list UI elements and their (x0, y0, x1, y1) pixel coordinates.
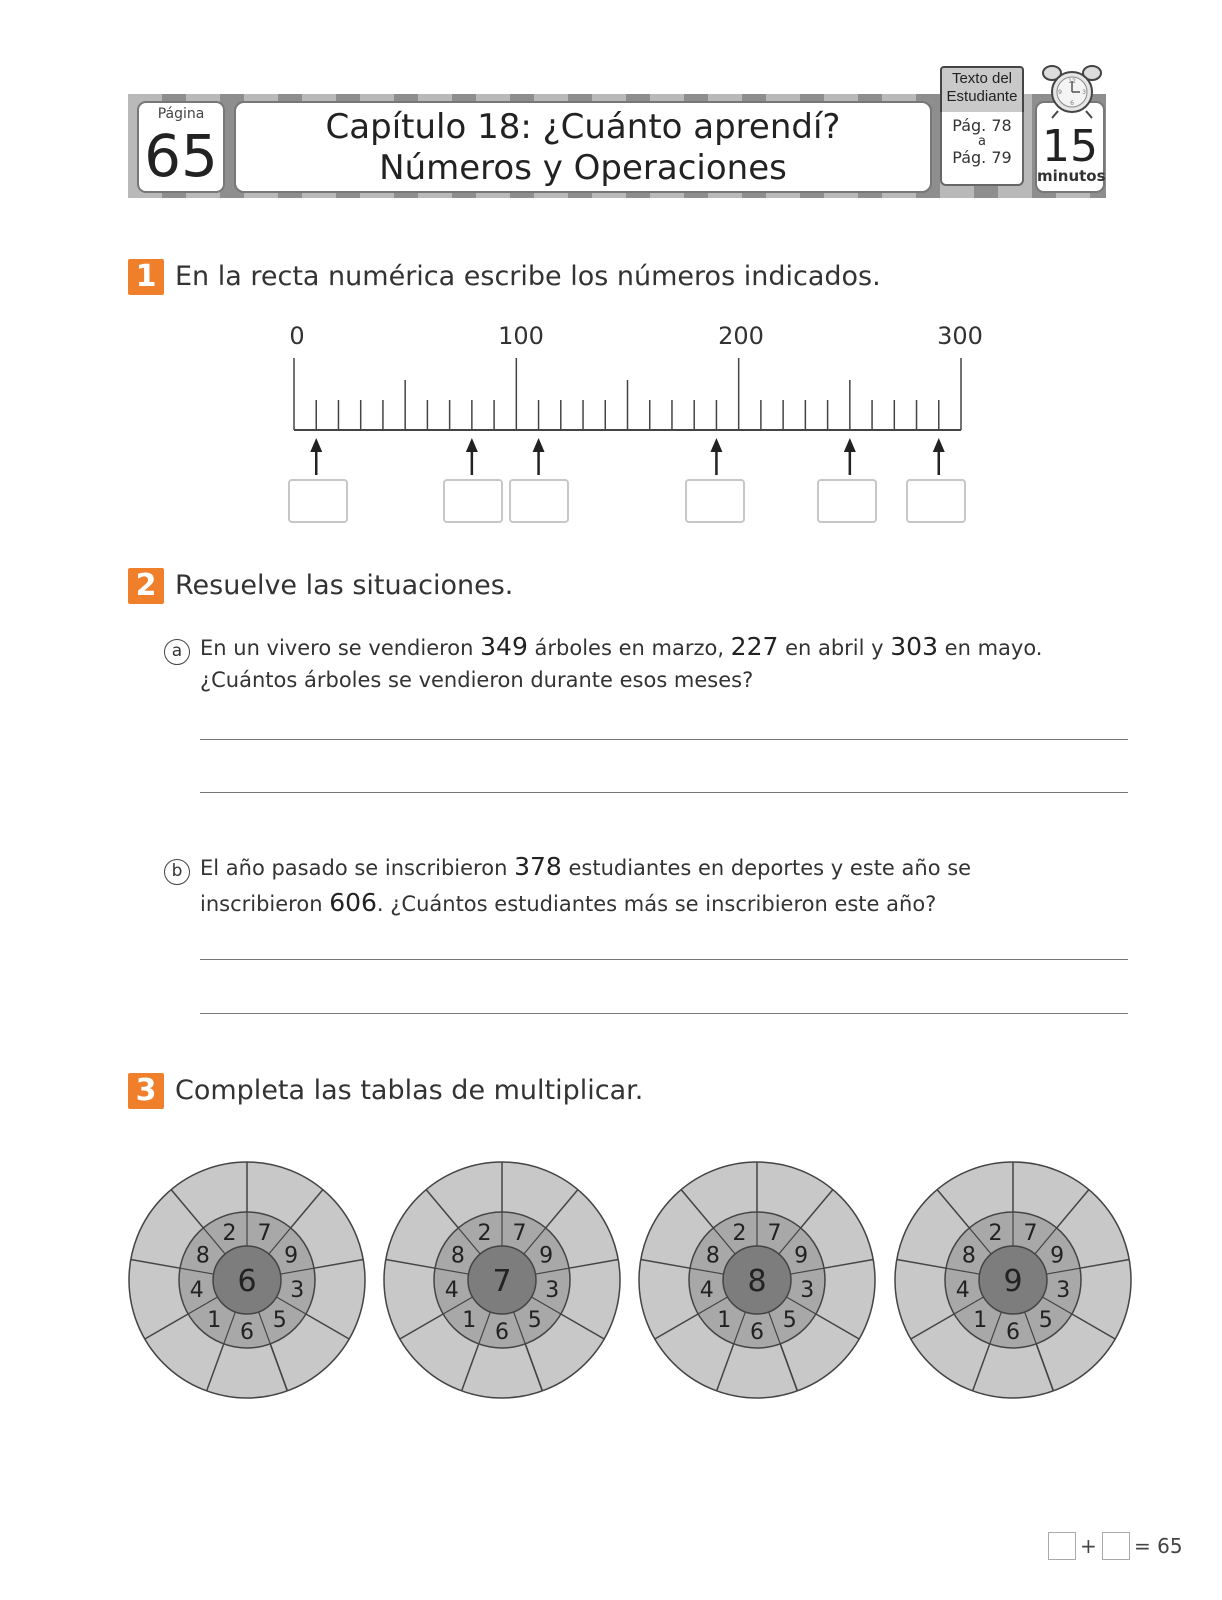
problem-a-number-3: 303 (890, 632, 938, 661)
number-line-label-0: 0 (289, 322, 305, 350)
problem-a-number-2: 227 (730, 632, 779, 661)
problem-a-answer-line-1[interactable] (200, 739, 1128, 740)
problem-b-letter: b (164, 859, 190, 885)
section-1-instruction: En la recta numérica escribe los números indicados. (175, 261, 881, 292)
wheel-ring-number: 8 (195, 1243, 210, 1269)
wheel-ring-number: 4 (699, 1277, 714, 1303)
wheel-ring-number: 7 (767, 1221, 782, 1247)
wheel-ring-number: 1 (717, 1308, 732, 1334)
page-label: Página (157, 106, 205, 122)
wheel-ring-number: 2 (222, 1221, 237, 1247)
number-line-arrow-5 (844, 438, 856, 475)
footer-box-2 (1102, 1532, 1130, 1560)
clock-number-12: 12 (1068, 78, 1076, 85)
book-connector: a (978, 134, 986, 149)
wheel-ring-number: 9 (1050, 1243, 1065, 1269)
wheel-ring-number: 4 (189, 1277, 204, 1303)
page-number: 65 (144, 122, 218, 190)
title-box (234, 101, 932, 193)
timer-unit: minutos (1037, 167, 1106, 185)
number-line-answer-box-1[interactable] (288, 479, 348, 523)
problem-a-text-4: en mayo. (937, 636, 1043, 660)
wheel-ring-number: 1 (207, 1308, 222, 1334)
book-page-to: Pág. 79 (952, 148, 1012, 167)
book-pages (940, 112, 1024, 186)
alarm-clock-icon (1040, 64, 1104, 120)
problem-a-text-1: En un vivero se vendieron (200, 636, 481, 660)
problem-b-answer-line-2[interactable] (200, 1013, 1128, 1014)
number-line-label-300: 300 (937, 322, 983, 350)
wheel-ring-number: 9 (539, 1243, 554, 1269)
wheel-ring-number: 2 (732, 1221, 747, 1247)
wheel-ring-number: 3 (290, 1277, 305, 1303)
problem-b-text (200, 852, 971, 881)
wheel-ring-number: 8 (705, 1243, 720, 1269)
problem-b-text-3: inscribieron (200, 892, 330, 916)
number-line-label-100: 100 (498, 322, 544, 350)
wheel-ring-number: 8 (450, 1243, 465, 1269)
problem-b-text-1: El año pasado se inscribieron (200, 856, 515, 880)
page-number-box (137, 101, 225, 193)
clock-number-6: 6 (1070, 100, 1074, 107)
number-line-arrow-4 (710, 438, 722, 475)
number-line-arrows (310, 438, 945, 475)
chapter-subtitle: Números y Operaciones (379, 148, 787, 188)
problem-a-question: ¿Cuántos árboles se vendieron durante esos meses? (200, 668, 754, 692)
problem-a-text-2: árboles en marzo, (527, 636, 731, 660)
section-3-instruction: Completa las tablas de multiplicar. (175, 1075, 644, 1106)
footer-equals: = 65 (1134, 1534, 1183, 1558)
problem-a-text-3: en abril y (778, 636, 891, 660)
book-page-from: Pág. 78 (952, 116, 1012, 135)
problem-b-number-2: 606 (329, 888, 377, 917)
student-text-book-icon (940, 66, 1024, 188)
wheel-ring-number: 3 (1056, 1277, 1071, 1303)
number-line-answer-box-6[interactable] (906, 479, 966, 523)
number-line-arrow-6 (933, 438, 945, 475)
chapter-title: Capítulo 18: ¿Cuánto aprendí? (325, 107, 841, 147)
wheel-center-number: 8 (747, 1264, 767, 1299)
multiplication-wheel-6 (129, 1162, 365, 1398)
clock-number-3: 3 (1082, 89, 1086, 96)
timer-minutes-value: 15 (1042, 121, 1098, 172)
multiplication-wheel-9 (895, 1162, 1131, 1398)
wheel-center-number: 9 (1003, 1264, 1023, 1299)
wheel-ring-number: 6 (1006, 1320, 1020, 1345)
wheel-ring-number: 3 (800, 1277, 815, 1303)
number-line-ticks (294, 358, 961, 430)
book-label-line1: Texto del (951, 70, 1013, 87)
wheel-ring-number: 5 (1038, 1308, 1053, 1334)
wheel-center-number: 7 (492, 1264, 512, 1299)
wheel-ring-number: 8 (961, 1243, 976, 1269)
footer-plus: + (1080, 1534, 1097, 1558)
multiplication-wheel-8 (639, 1162, 875, 1398)
wheel-center-number: 6 (237, 1264, 257, 1299)
section-1-badge: 1 (128, 259, 164, 295)
number-line-arrow-2 (466, 438, 478, 475)
wheel-ring-number: 6 (495, 1320, 509, 1345)
problem-a-text (200, 632, 1042, 661)
number-line-answer-box-5[interactable] (817, 479, 877, 523)
number-line-answer-box-4[interactable] (685, 479, 745, 523)
wheel-ring-number: 7 (512, 1221, 527, 1247)
wheel-ring-number: 4 (444, 1277, 459, 1303)
wheel-ring-number: 4 (955, 1277, 970, 1303)
section-2-badge: 2 (128, 568, 164, 604)
wheel-ring-number: 9 (284, 1243, 299, 1269)
problem-b-number-1: 378 (514, 852, 562, 881)
wheel-ring-number: 7 (1023, 1221, 1038, 1247)
problem-b-text-2: estudiantes en deportes y este año se (561, 856, 972, 880)
footer-box-1 (1048, 1532, 1076, 1560)
book-label-line2: Estudiante (946, 88, 1018, 105)
wheel-ring-number: 1 (973, 1308, 988, 1334)
book-cover (940, 66, 1024, 114)
section-3-badge: 3 (128, 1073, 164, 1109)
wheel-ring-number: 5 (272, 1308, 287, 1334)
clock-number-9: 9 (1058, 89, 1062, 96)
wheel-ring-number: 7 (257, 1221, 272, 1247)
wheel-ring-number: 1 (462, 1308, 477, 1334)
number-line-answer-box-3[interactable] (509, 479, 569, 523)
problem-a-answer-line-2[interactable] (200, 792, 1128, 793)
wheel-ring-number: 5 (527, 1308, 542, 1334)
multiplication-wheels (0, 1150, 1222, 1410)
wheel-ring-number: 6 (240, 1320, 254, 1345)
wheel-ring-number: 2 (988, 1221, 1003, 1247)
number-line-answer-box-2[interactable] (443, 479, 503, 523)
wheel-ring-number: 5 (782, 1308, 797, 1334)
number-line (0, 310, 1222, 530)
number-line-arrow-3 (533, 438, 545, 475)
wheel-ring-number: 6 (750, 1320, 764, 1345)
wheel-ring-number: 9 (794, 1243, 809, 1269)
number-line-arrow-1 (310, 438, 322, 475)
multiplication-wheel-7 (384, 1162, 620, 1398)
problem-b-text-line2 (200, 888, 936, 917)
wheel-ring-number: 2 (477, 1221, 492, 1247)
problem-b-answer-line-1[interactable] (200, 959, 1128, 960)
problem-b-text-4: . ¿Cuántos estudiantes más se inscribieron este año? (376, 892, 937, 916)
problem-a-number-1: 349 (480, 632, 528, 661)
section-2-instruction: Resuelve las situaciones. (175, 570, 514, 601)
problem-a-letter: a (164, 639, 190, 665)
number-line-label-200: 200 (718, 322, 764, 350)
wheel-ring-number: 3 (545, 1277, 560, 1303)
